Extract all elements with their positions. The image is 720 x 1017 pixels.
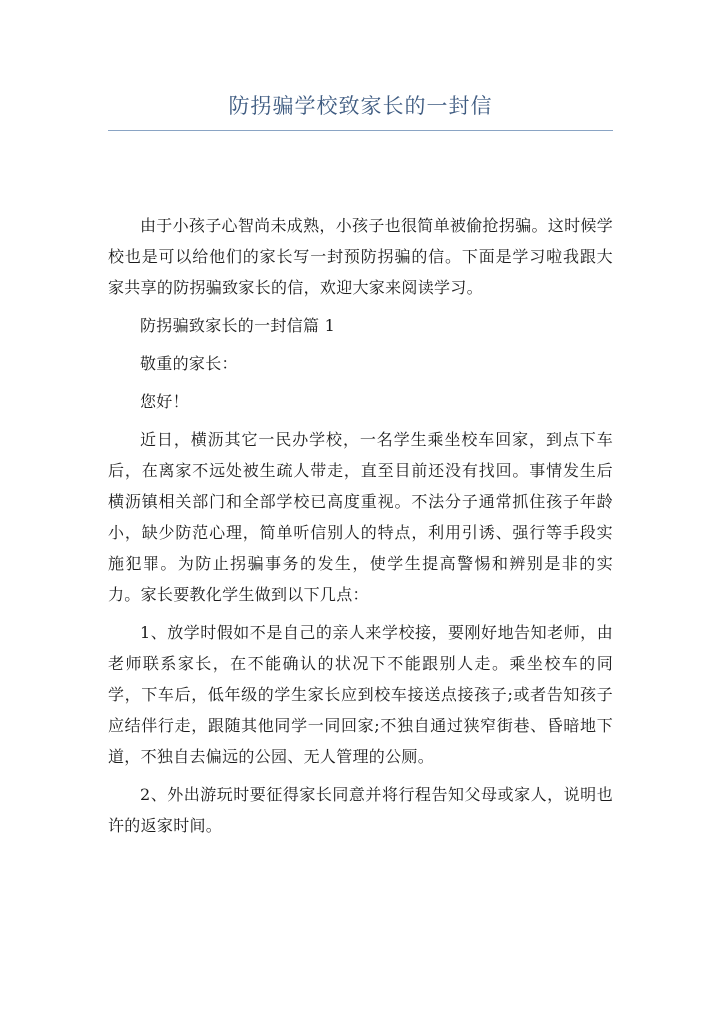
letter-salutation: 敬重的家长： — [140, 354, 238, 373]
title-divider — [108, 130, 613, 131]
intro-paragraph: 由于小孩子心智尚未成熟，小孩子也很简单被偷抢拐骗。这时候学校也是可以给他们的家长写一封预防拐骗的信。下面是学习啦我跟大家共享的防拐骗致家长的信，欢迎大家来阅读学习。 — [108, 216, 613, 297]
letter-greeting: 您好！ — [140, 392, 189, 411]
letter-heading: 防拐骗致家长的一封信篇 1 — [140, 316, 336, 335]
list-item-2: 2、外出游玩时要征得家长同意并将行程告知父母或家人，说明也许的返家时间。 — [108, 785, 613, 835]
document-title: 防拐骗学校致家长的一封信 — [228, 94, 493, 118]
document-body — [108, 210, 613, 841]
list-item-1: 1、放学时假如不是自己的亲人来学校接，要刚好地告知老师，由老师联系家长，在不能确认的状况下不能跟别人走。乘坐校车的同学，下车后，低年级的学生家长应到校车接送点接孩子;或者告知孩子应结伴行走，跟随其他同学一同回家;不独自通过狭窄街巷、昏暗地下道，不独自去偏远的公园、无人管理的公厕。 — [108, 623, 613, 766]
body-paragraph: 近日，横沥其它一民办学校，一名学生乘坐校车回家，到点下车后，在离家不远处被生疏人带走，直至目前还没有找回。事情发生后横沥镇相关部门和全部学校已高度重视。不法分子通常抓住孩子年龄小，缺少防范心理，简单听信别人的特点，利用引诱、强行等手段实施犯罪。为防止拐骗事务的发生，使学生提高警惕和辨别是非的实力。家长要教化学生做到以下几点： — [108, 430, 613, 604]
